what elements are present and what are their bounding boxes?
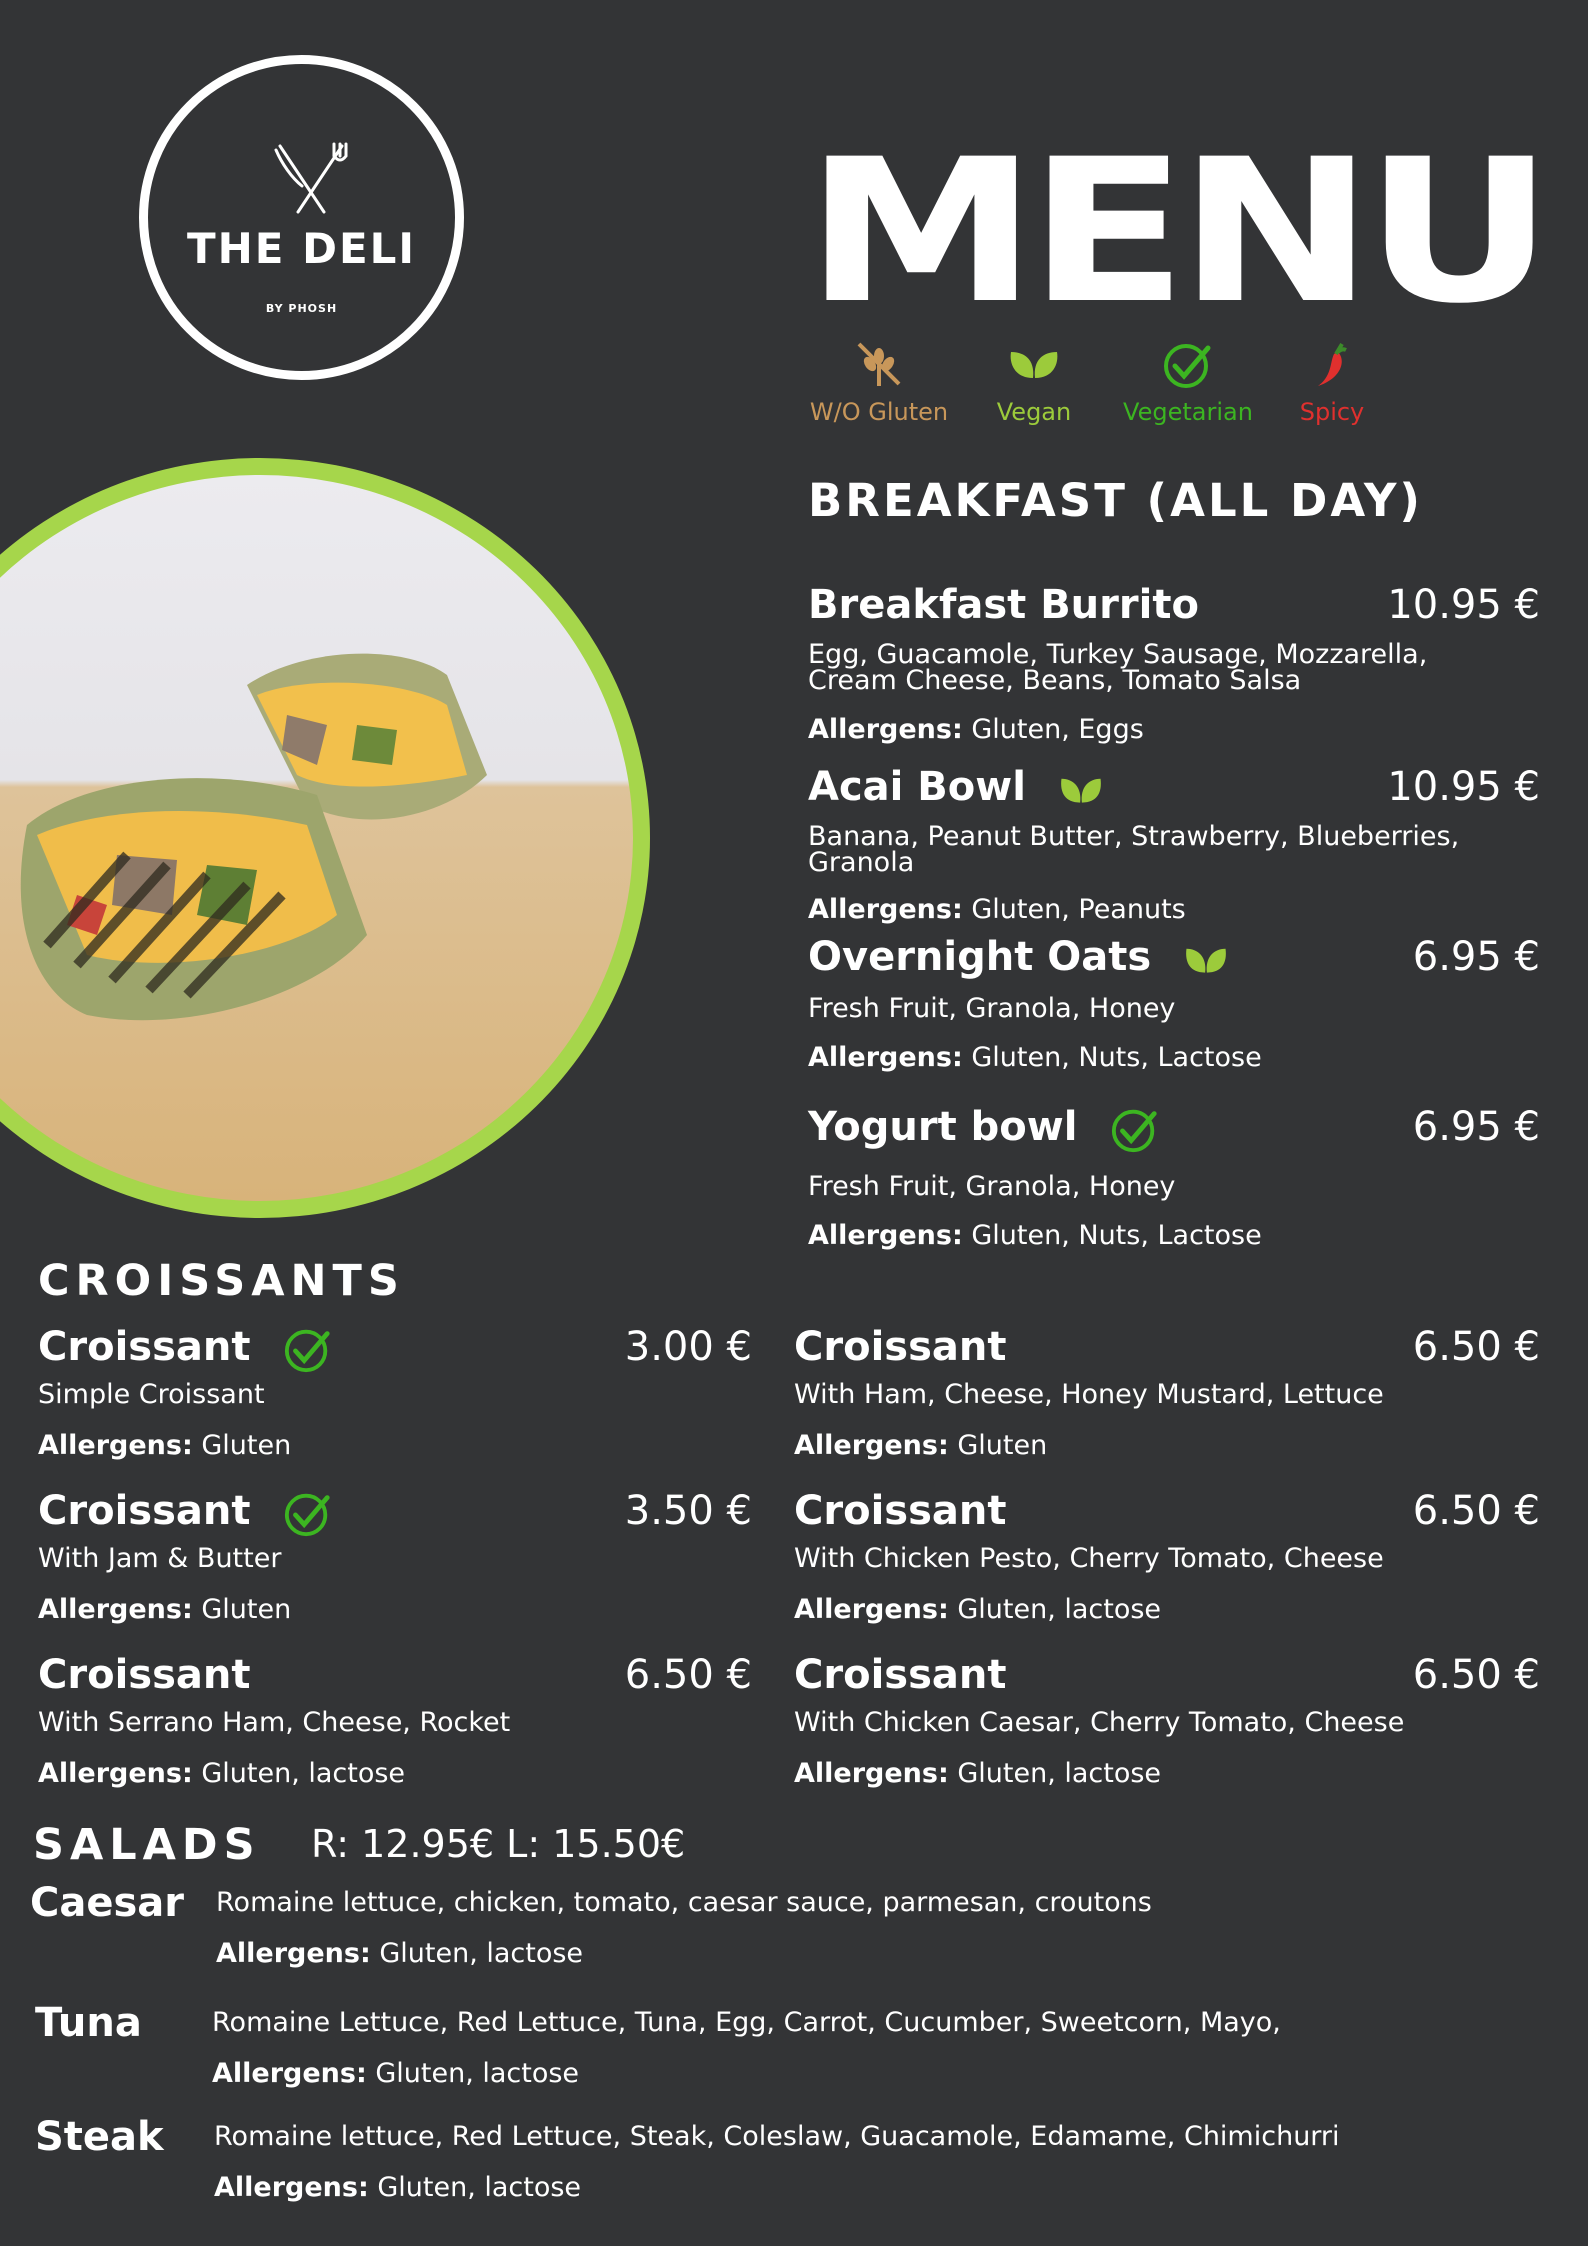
croissant-item-price: 3.50 € (624, 1488, 752, 1534)
breakfast-item (808, 934, 1235, 980)
breakfast-item-name: Acai Bowl (808, 764, 1026, 810)
salad-item-name: Steak (35, 2114, 164, 2160)
burrito-photo (0, 458, 650, 1218)
breakfast-item-price: 6.95 € (1412, 934, 1540, 980)
breakfast-item-name: Yogurt bowl (808, 1104, 1078, 1150)
allergens-label: Allergens: (214, 2172, 369, 2203)
allergens-line (38, 1594, 291, 1625)
allergens-label: Allergens: (212, 2058, 367, 2089)
allergens-label: Allergens: (808, 1042, 963, 1073)
allergens-value: Gluten (201, 1594, 292, 1625)
croissant-item-name: Croissant (38, 1652, 251, 1698)
restaurant-logo (139, 55, 464, 380)
vegan-leaf-icon (1005, 338, 1063, 390)
croissant-item-desc: With Serrano Ham, Cheese, Rocket (38, 1707, 511, 1738)
salad-item-name: Caesar (30, 1880, 185, 1926)
croissant-item-name: Croissant (38, 1488, 251, 1534)
vegetarian-check-icon (1107, 1104, 1163, 1154)
no-gluten-icon (853, 338, 905, 390)
allergens-line (808, 714, 1144, 745)
vegetarian-check-icon (1160, 338, 1216, 390)
breakfast-item-desc: Fresh Fruit, Granola, Honey (808, 993, 1176, 1024)
allergens-value: Gluten, lactose (201, 1758, 406, 1789)
croissant-item-name: Croissant (794, 1488, 1007, 1534)
allergens-line (38, 1758, 405, 1789)
allergens-label: Allergens: (38, 1430, 193, 1461)
croissant-item-name: Croissant (794, 1324, 1007, 1370)
legend-label: Spicy (1299, 398, 1365, 426)
allergens-label: Allergens: (794, 1758, 949, 1789)
allergens-line (808, 894, 1186, 925)
salad-item-desc: Romaine lettuce, Red Lettuce, Steak, Coleslaw, Guacamole, Edamame, Chimichurri (214, 2121, 1340, 2152)
chili-pepper-icon (1308, 338, 1356, 390)
croissant-item-name: Croissant (794, 1652, 1007, 1698)
allergens-label: Allergens: (808, 1220, 963, 1251)
legend-no-gluten (805, 338, 953, 426)
allergens-label: Allergens: (216, 1938, 371, 1969)
croissant-item-name: Croissant (38, 1324, 251, 1370)
breakfast-item-desc: Granola (808, 847, 915, 878)
logo-tagline: BY PHOSH (265, 302, 338, 315)
allergens-value: Gluten, Nuts, Lactose (971, 1220, 1262, 1251)
allergens-line (212, 2058, 579, 2089)
breakfast-item (808, 764, 1110, 810)
salads-prices: R: 12.95€ L: 15.50€ (311, 1822, 686, 1866)
legend-label: W/O Gluten (809, 398, 949, 426)
allergens-line (808, 1220, 1262, 1251)
croissant-item-price: 6.50 € (1412, 1652, 1540, 1698)
legend-label: Vegan (996, 398, 1072, 426)
breakfast-section-title: BREAKFAST (ALL DAY) (808, 474, 1423, 527)
croissant-item-price: 6.50 € (1412, 1488, 1540, 1534)
fork-knife-icon (272, 142, 350, 222)
croissant-item-price: 6.50 € (624, 1652, 752, 1698)
croissant-item-desc: With Jam & Butter (38, 1543, 282, 1574)
allergens-value: Gluten, lactose (379, 1938, 584, 1969)
allergens-value: Gluten (957, 1430, 1048, 1461)
allergens-value: Gluten, lactose (957, 1758, 1162, 1789)
allergens-value: Gluten, Nuts, Lactose (971, 1042, 1262, 1073)
allergens-value: Gluten, lactose (377, 2172, 582, 2203)
vegan-leaf-icon (1052, 772, 1110, 806)
breakfast-item-name: Breakfast Burrito (808, 582, 1199, 628)
salad-item-desc: Romaine Lettuce, Red Lettuce, Tuna, Egg, Carrot, Cucumber, Sweetcorn, Mayo, (212, 2007, 1281, 2038)
vegetarian-check-icon (280, 1488, 336, 1538)
croissant-item-price: 3.00 € (624, 1324, 752, 1370)
breakfast-item-name: Overnight Oats (808, 934, 1152, 980)
legend-spicy (1294, 338, 1370, 426)
logo-name: THE DELI (186, 224, 417, 273)
croissant-item-desc: With Chicken Caesar, Cherry Tomato, Cheese (794, 1707, 1405, 1738)
allergens-line (794, 1430, 1047, 1461)
breakfast-item (808, 1104, 1163, 1154)
allergens-line (38, 1430, 291, 1461)
croissant-item (38, 1488, 336, 1538)
croissant-item-desc: Simple Croissant (38, 1379, 265, 1410)
breakfast-item-price: 10.95 € (1387, 582, 1540, 628)
burrito-illustration (0, 475, 633, 1201)
breakfast-item-desc: Egg, Guacamole, Turkey Sausage, Mozzarella, (808, 639, 1428, 670)
vegetarian-check-icon (280, 1324, 336, 1374)
breakfast-item-desc: Fresh Fruit, Granola, Honey (808, 1171, 1176, 1202)
salad-item-desc: Romaine lettuce, chicken, tomato, caesar sauce, parmesan, croutons (216, 1887, 1152, 1918)
allergens-label: Allergens: (38, 1758, 193, 1789)
croissant-item-desc: With Chicken Pesto, Cherry Tomato, Cheese (794, 1543, 1384, 1574)
allergens-label: Allergens: (38, 1594, 193, 1625)
breakfast-item-price: 6.95 € (1412, 1104, 1540, 1150)
allergens-line (216, 1938, 583, 1969)
croissants-section-title: CROISSANTS (38, 1256, 405, 1306)
allergens-label: Allergens: (808, 714, 963, 745)
breakfast-item-desc: Banana, Peanut Butter, Strawberry, Blueberries, (808, 821, 1460, 852)
legend-label: Vegetarian (1123, 398, 1253, 426)
allergens-line (794, 1594, 1161, 1625)
croissant-item-desc: With Ham, Cheese, Honey Mustard, Lettuce (794, 1379, 1384, 1410)
legend-vegetarian (1118, 338, 1258, 426)
breakfast-item-price: 10.95 € (1387, 764, 1540, 810)
croissant-item (38, 1324, 336, 1374)
allergens-line (794, 1758, 1161, 1789)
allergens-label: Allergens: (794, 1430, 949, 1461)
vegan-leaf-icon (1177, 942, 1235, 976)
allergens-value: Gluten, Peanuts (971, 894, 1186, 925)
salads-section-title: SALADS (33, 1820, 261, 1870)
breakfast-item-desc: Cream Cheese, Beans, Tomato Salsa (808, 665, 1302, 696)
menu-title: MENU (805, 116, 1545, 347)
croissant-item-price: 6.50 € (1412, 1324, 1540, 1370)
allergens-value: Gluten, Eggs (971, 714, 1144, 745)
salad-item-name: Tuna (35, 2000, 142, 2046)
legend-vegan (990, 338, 1078, 426)
allergens-value: Gluten, lactose (375, 2058, 580, 2089)
allergens-line (214, 2172, 581, 2203)
allergens-label: Allergens: (794, 1594, 949, 1625)
allergens-value: Gluten, lactose (957, 1594, 1162, 1625)
allergens-value: Gluten (201, 1430, 292, 1461)
allergens-label: Allergens: (808, 894, 963, 925)
allergens-line (808, 1042, 1262, 1073)
